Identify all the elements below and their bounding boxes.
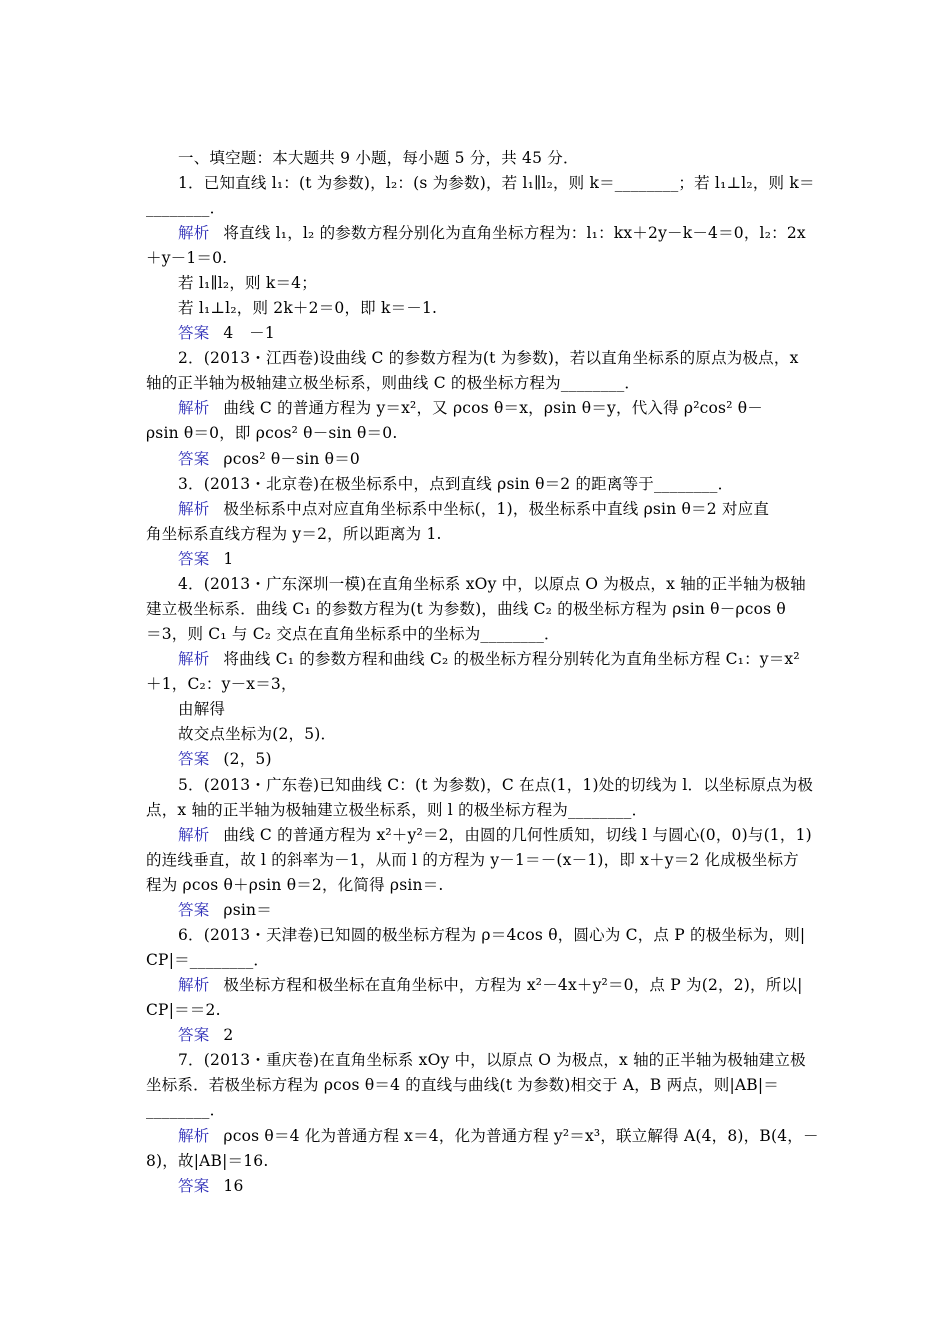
- solution-4-line-1: 解析 将曲线 C₁ 的参数方程和曲线 C₂ 的极坐标方程分别转化为直角坐标方程 C₁：y＝x²: [178, 650, 800, 668]
- solution-5-line-1: 解析 曲线 C 的普通方程为 x²＋y²＝2，由圆的几何性质知，切线 l 与圆心(0，0)与(1，1): [178, 826, 812, 844]
- answer-7: 答案 16: [178, 1177, 244, 1195]
- answer-5: 答案 ρsin＝: [178, 901, 272, 919]
- answer-1: 答案 4 －1: [178, 324, 275, 342]
- solution-3-line-1: 解析 极坐标系中点对应直角坐标系中坐标(，1)，极坐标系中直线 ρsin θ＝2 对应直: [178, 500, 770, 518]
- section-heading: 一、填空题：本大题共 9 小题，每小题 5 分，共 45 分．: [178, 149, 579, 167]
- solution-4-line-4: 故交点坐标为(2，5)．: [178, 725, 337, 743]
- solution-6-line-1: 解析 极坐标方程和极坐标在直角坐标中，方程为 x²－4x＋y²＝0，点 P 为(2，2)，所以|: [178, 976, 803, 994]
- question-7-line-3: ________．: [146, 1101, 226, 1119]
- answer-label: 答案: [178, 324, 210, 342]
- solution-6-line-2: CP|＝＝2.: [146, 1001, 221, 1019]
- question-2-line-1: 2．(2013・江西卷)设曲线 C 的参数方程为(t 为参数)，若以直角坐标系的原点为极点，x: [178, 349, 799, 367]
- solution-label: 解析: [178, 224, 210, 242]
- solution-2-line-2: ρsin θ＝0，即 ρcos² θ－sin θ＝0.: [146, 424, 398, 442]
- solution-3-line-2: 角坐标系直线方程为 y＝2，所以距离为 1.: [146, 525, 442, 543]
- solution-4-line-2: ＋1，C₂：y－x＝3，: [146, 675, 297, 693]
- solution-1-line-4: 若 l₁⊥l₂，则 2k＋2＝0，即 k＝－1.: [178, 299, 438, 317]
- answer-label: 答案: [178, 550, 210, 568]
- question-4-line-1: 4．(2013・广东深圳一模)在直角坐标系 xOy 中，以原点 O 为极点，x 轴的正半轴为极轴: [178, 575, 806, 593]
- solution-5-line-3: 程为 ρcos θ＋ρsin θ＝2，化简得 ρsin＝.: [146, 876, 444, 894]
- question-6-line-1: 6．(2013・天津卷)已知圆的极坐标方程为 ρ＝4cos θ，圆心为 C，点 P 的极坐标为，则|: [178, 926, 806, 944]
- solution-1-line-2: ＋y－1＝0.: [146, 249, 228, 267]
- question-3-line-1: 3．(2013・北京卷)在极坐标系中，点到直线 ρsin θ＝2 的距离等于________．: [178, 475, 734, 493]
- answer-label: 答案: [178, 450, 210, 468]
- answer-6: 答案 2: [178, 1026, 234, 1044]
- solution-7-line-2: 8)，故|AB|＝16.: [146, 1152, 269, 1170]
- solution-label: 解析: [178, 1127, 210, 1145]
- solution-4-line-3: 由解得: [178, 700, 226, 718]
- question-2-line-2: 轴的正半轴为极轴建立极坐标系，则曲线 C 的极坐标方程为________．: [146, 374, 641, 392]
- answer-3: 答案 1: [178, 550, 234, 568]
- question-6-line-2: CP|＝________．: [146, 951, 270, 969]
- question-5-line-2: 点，x 轴的正半轴为极轴建立极坐标系，则 l 的极坐标方程为________．: [146, 801, 648, 819]
- question-7-line-2: 坐标系．若极坐标方程为 ρcos θ＝4 的直线与曲线(t 为参数)相交于 A，B 两点，则|AB|＝: [146, 1076, 779, 1094]
- answer-label: 答案: [178, 1177, 210, 1195]
- solution-7-line-1: 解析 ρcos θ＝4 化为普通方程 x＝4，化为普通方程 y²＝x³，联立解得 A(4，8)，B(4，－: [178, 1127, 819, 1145]
- solution-label: 解析: [178, 399, 210, 417]
- solution-label: 解析: [178, 500, 210, 518]
- answer-label: 答案: [178, 750, 210, 768]
- question-1-line-2: ________．: [146, 199, 226, 217]
- solution-label: 解析: [178, 976, 210, 994]
- answer-4: 答案 (2，5): [178, 750, 272, 768]
- question-7-line-1: 7．(2013・重庆卷)在直角坐标系 xOy 中，以原点 O 为极点，x 轴的正半轴为极轴建立极: [178, 1051, 806, 1069]
- solution-2-line-1: 解析 曲线 C 的普通方程为 y＝x²，又 ρcos θ＝x，ρsin θ＝y，代入得 ρ²cos² θ－: [178, 399, 763, 417]
- question-5-line-1: 5．(2013・广东卷)已知曲线 C：(t 为参数)，C 在点(1，1)处的切线为 l．以坐标原点为极: [178, 776, 814, 794]
- question-4-line-3: ＝3，则 C₁ 与 C₂ 交点在直角坐标系中的坐标为________．: [146, 625, 560, 643]
- question-1-line-1: 1．已知直线 l₁：(t 为参数)，l₂：(s 为参数)，若 l₁∥l₂，则 k＝________；若 l₁⊥l₂，则 k＝: [178, 174, 815, 192]
- question-4-line-2: 建立极坐标系．曲线 C₁ 的参数方程为(t 为参数)，曲线 C₂ 的极坐标方程为 ρsin θ－ρcos θ: [146, 600, 786, 618]
- answer-label: 答案: [178, 1026, 210, 1044]
- answer-2: 答案 ρcos² θ－sin θ＝0: [178, 450, 360, 468]
- solution-label: 解析: [178, 650, 210, 668]
- solution-1-line-3: 若 l₁∥l₂，则 k＝4；: [178, 274, 317, 292]
- solution-label: 解析: [178, 826, 210, 844]
- solution-5-line-2: 的连线垂直，故 l 的斜率为－1，从而 l 的方程为 y－1＝－(x－1)，即 x＋y＝2 化成极坐标方: [146, 851, 799, 869]
- answer-label: 答案: [178, 901, 210, 919]
- solution-1-line-1: 解析 将直线 l₁，l₂ 的参数方程分别化为直角坐标方程为：l₁：kx＋2y－k－4＝0，l₂：2x: [178, 224, 806, 242]
